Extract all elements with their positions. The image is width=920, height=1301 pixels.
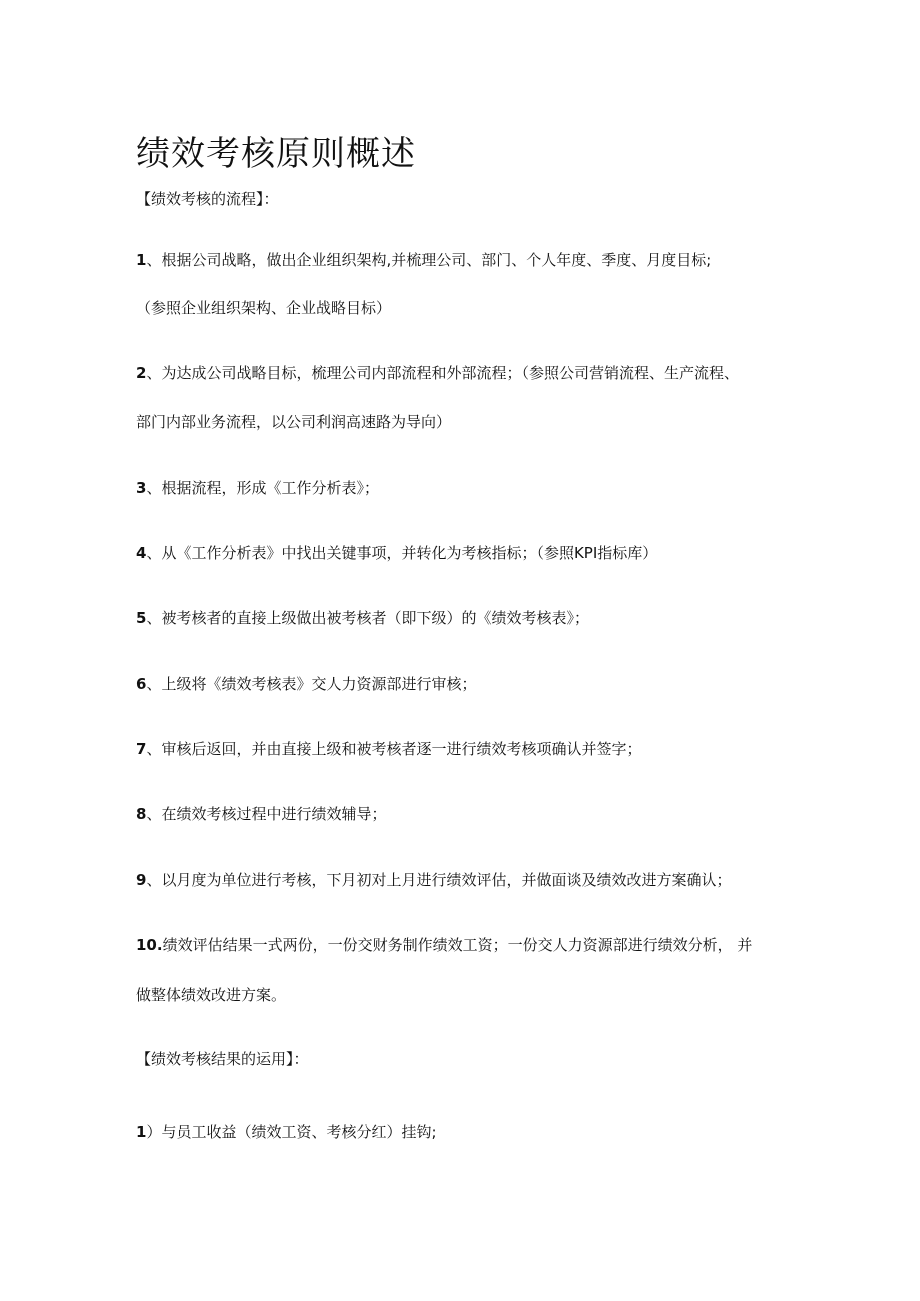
list-item <box>136 673 476 694</box>
step-number: 7 <box>136 740 147 758</box>
list-item <box>136 411 451 432</box>
list-item <box>136 607 589 628</box>
step-text: 绩效评估结果一式两份，一份交财务制作绩效工资；一份交人力资源部进行绩效分析， 并 <box>162 936 753 954</box>
step-number: 6 <box>136 675 147 693</box>
step-text: 做整体绩效改进方案。 <box>136 986 287 1004</box>
section-heading-process: 【绩效考核的流程】： <box>136 190 279 208</box>
list-item <box>136 934 752 955</box>
step-text: 部门内部业务流程，以公司利润高速路为导向） <box>136 413 452 431</box>
step-text: 、上级将《绩效考核表》交人力资源部进行审核； <box>146 675 477 693</box>
step-text: 、从《工作分析表》中找出关键事项，并转化为考核指标；（参照KPI指标库） <box>146 544 658 562</box>
step-text: 、根据公司战略，做出企业组织架构,并梳理公司、部门、个人年度、季度、月度目标; <box>146 251 712 269</box>
list-item <box>136 249 711 270</box>
use-number: 1 <box>136 1123 147 1141</box>
list-item <box>136 984 286 1005</box>
list-item <box>136 738 641 759</box>
step-number: 5 <box>136 609 147 627</box>
step-number: 2 <box>136 364 147 382</box>
step-text: 、在绩效考核过程中进行绩效辅导； <box>146 805 387 823</box>
step-number: 1 <box>136 251 147 269</box>
list-item <box>136 1121 437 1142</box>
use-text: ）与员工收益（绩效工资、考核分红）挂钩; <box>146 1123 437 1141</box>
section-heading-results: 【绩效考核结果的运用】： <box>136 1050 309 1068</box>
step-text: 、被考核者的直接上级做出被考核者（即下级）的《绩效考核表》； <box>146 609 589 627</box>
list-item <box>136 869 731 890</box>
list-item <box>136 362 739 383</box>
step-text: 、审核后返回，并由直接上级和被考核者逐一进行绩效考核项确认并签字； <box>146 740 642 758</box>
step-text: 、为达成公司战略目标，梳理公司内部流程和外部流程；（参照公司营销流程、生产流程、 <box>146 364 739 382</box>
step-number: 9 <box>136 871 147 889</box>
step-number: 8 <box>136 805 147 823</box>
list-item <box>136 297 391 318</box>
list-item <box>136 542 657 563</box>
step-text: 、根据流程，形成《工作分析表》； <box>146 479 379 497</box>
list-item <box>136 803 386 824</box>
step-number: 10. <box>136 936 163 954</box>
step-number: 4 <box>136 544 147 562</box>
step-number: 3 <box>136 479 147 497</box>
step-text: 、以月度为单位进行考核，下月初对上月进行绩效评估，并做面谈及绩效改进方案确认； <box>146 871 732 889</box>
step-text: （参照企业组织架构、企业战略目标） <box>136 299 392 317</box>
page-title: 绩效考核原则概述 <box>136 134 416 174</box>
list-item <box>136 477 379 498</box>
